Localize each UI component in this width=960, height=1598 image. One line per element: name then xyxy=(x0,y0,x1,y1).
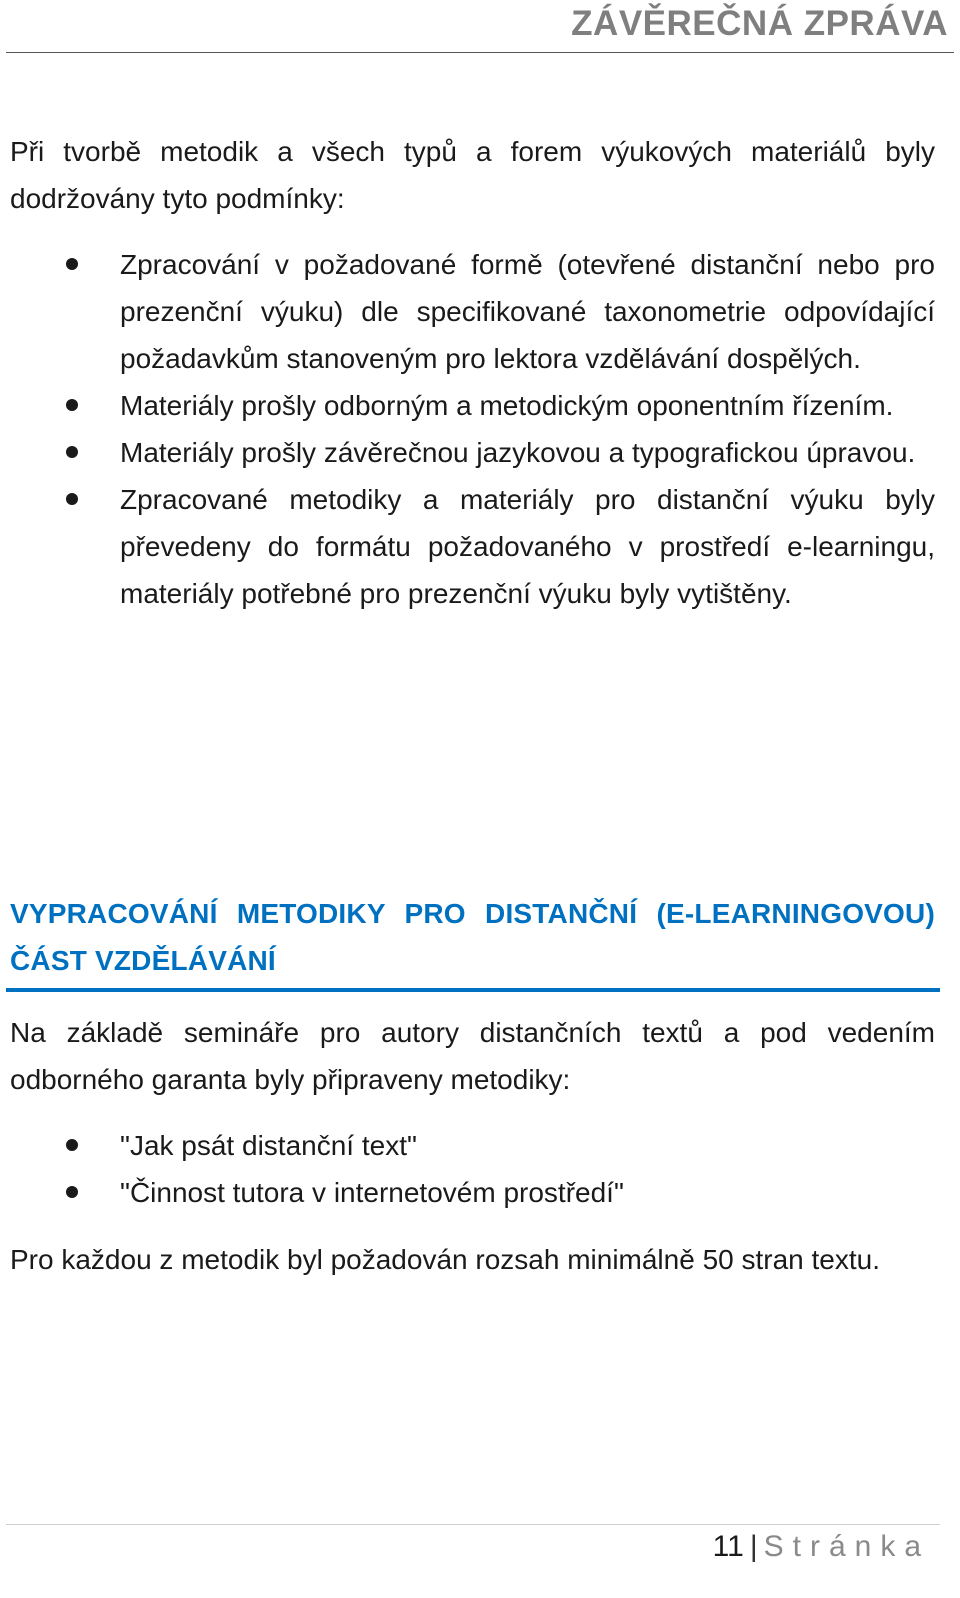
bullet-icon xyxy=(66,1186,78,1198)
list-item-text: Zpracování v požadované formě (otevřené distanční nebo pro prezenční výuku) dle specifikované taxonometrie odpovídající požadavkům stanoveným pro lektora vzdělávání dospělých. xyxy=(120,249,935,374)
page-header-title: ZÁVĚREČNÁ ZPRÁVA xyxy=(571,4,948,43)
section-divider xyxy=(6,988,940,992)
list-item-text: Zpracované metodiky a materiály pro distanční výuku byly převedeny do formátu požadovaného v prostředí e-learningu, materiály potřebné pro prezenční výuku byly vytištěny. xyxy=(120,484,935,609)
list-item xyxy=(0,382,935,429)
list-item-text: "Jak psát distanční text" xyxy=(120,1130,417,1161)
page-label: Stránka xyxy=(763,1530,930,1563)
bullet-icon xyxy=(66,399,78,411)
list-item xyxy=(0,1122,935,1169)
bullet-icon xyxy=(66,446,78,458)
page-footer xyxy=(713,1526,930,1568)
list-item-text: "Činnost tutora v internetovém prostředí" xyxy=(120,1177,624,1208)
bullet-icon xyxy=(66,1139,78,1151)
list-item-text: Materiály prošly odborným a metodickým oponentním řízením. xyxy=(120,390,894,421)
footer-separator: | xyxy=(749,1530,758,1563)
footer-divider xyxy=(6,1524,940,1525)
closing-paragraph: Pro každou z metodik byl požadován rozsah minimálně 50 stran textu. xyxy=(10,1244,881,1275)
list-item xyxy=(0,241,935,382)
page-number: 11 xyxy=(712,1530,744,1563)
header-divider xyxy=(6,52,954,53)
methodologies-list xyxy=(0,1122,940,1216)
conditions-list xyxy=(0,241,940,617)
list-item xyxy=(0,476,935,617)
section-heading: VYPRACOVÁNÍ METODIKY PRO DISTANČNÍ (E-LEARNINGOVOU) ČÁST VZDĚLÁVÁNÍ xyxy=(10,898,935,976)
list-item xyxy=(0,1169,935,1216)
bullet-icon xyxy=(66,258,78,270)
intro-paragraph: Při tvorbě metodik a všech typů a forem výukových materiálů byly dodržovány tyto podmínky: xyxy=(10,136,935,214)
list-item-text: Materiály prošly závěrečnou jazykovou a typografickou úpravou. xyxy=(120,437,916,468)
list-item xyxy=(0,429,935,476)
seminar-paragraph: Na základě semináře pro autory distančních textů a pod vedením odborného garanta byly připraveny metodiky: xyxy=(10,1017,935,1095)
bullet-icon xyxy=(66,493,78,505)
